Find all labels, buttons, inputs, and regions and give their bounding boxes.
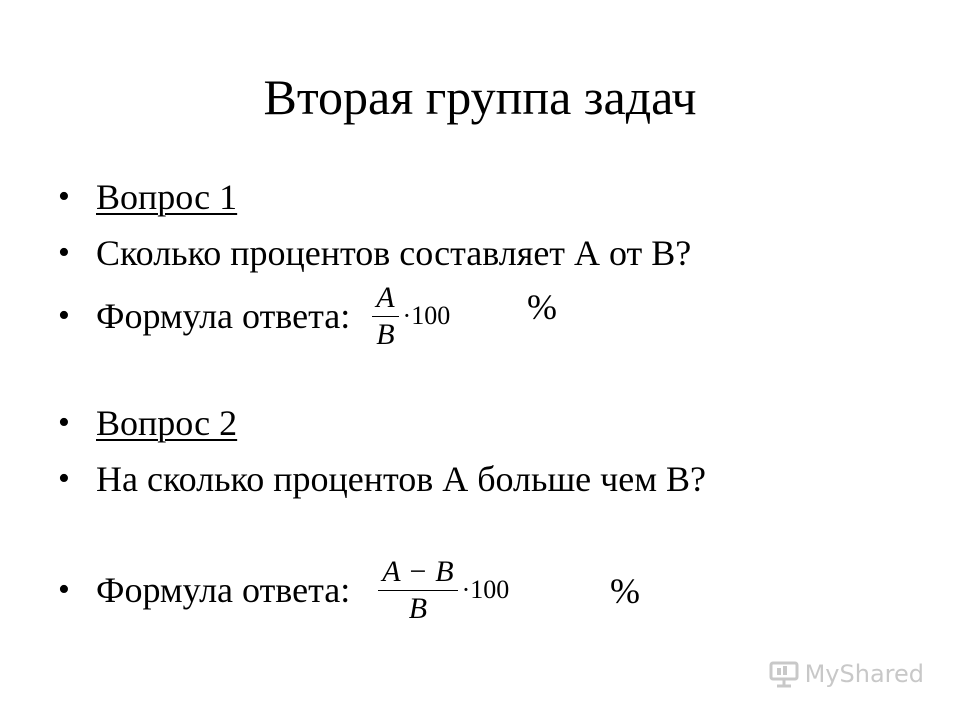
bullet: • [58,234,70,271]
formula-1-numerator: A [376,280,395,314]
bullet: • [58,404,70,441]
presentation-board-icon [769,660,799,688]
formula-1-percent: % [527,287,557,327]
bullet: • [58,571,70,608]
list-item-question-2-text [58,454,706,504]
formula-2-numerator: A − B [382,554,454,588]
formula-2-fraction [378,556,457,625]
formula-1-multiplier: ·100 [402,301,451,330]
fraction-bar [372,316,398,317]
formula-2-multiplier: ·100 [461,575,510,604]
bullet: • [58,460,70,497]
formula-2-denominator: B [408,591,428,625]
watermark [769,660,924,688]
slide-title: Вторая группа задач [263,69,697,125]
watermark-text: MyShared [804,660,924,688]
bullet: • [58,297,70,334]
question-1-text: Сколько процентов составляет А от В? [96,233,692,273]
formula-1-label: Формула ответа: [96,296,351,336]
question-2-text: На сколько процентов А больше чем В? [96,459,706,499]
list-item-question-1 [58,172,237,222]
fraction-bar [378,590,457,591]
question-2-heading: Вопрос 2 [96,403,238,443]
question-1-heading: Вопрос 1 [96,177,238,217]
formula-2-percent: % [610,571,640,611]
bullet: • [58,178,70,215]
formula-1-denominator: B [376,317,395,351]
list-item-question-2 [58,398,237,448]
list-item-question-1-text [58,228,691,278]
formula-2-label: Формула ответа: [96,570,351,610]
formula-1-fraction [372,282,398,351]
list-item-formula-1 [58,276,450,356]
list-item-formula-2 [58,548,509,632]
